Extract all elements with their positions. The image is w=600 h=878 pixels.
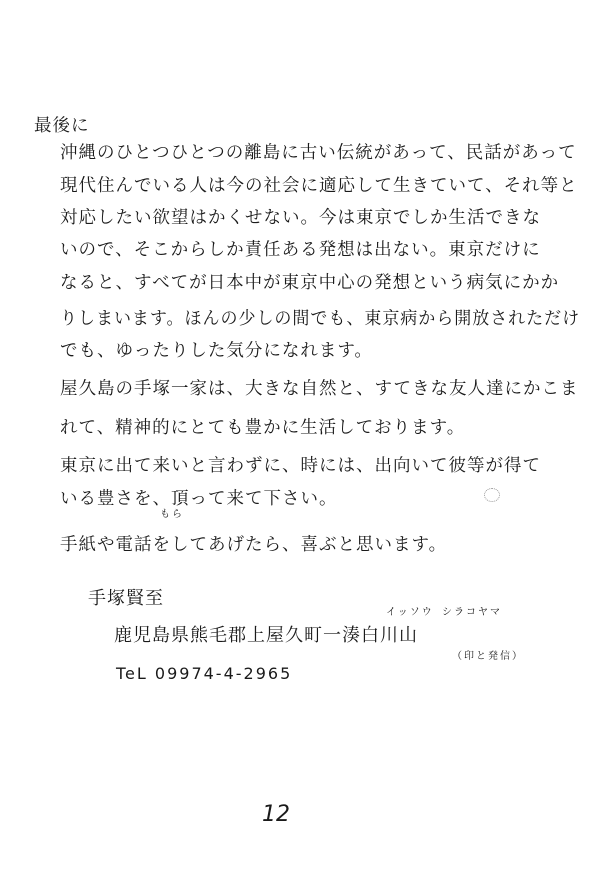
letter-line-9: 屋久島の手塚一家は、大きな自然と、すてきな友人達にかこま xyxy=(60,379,579,399)
furigana-morau: もら xyxy=(160,509,184,520)
letter-line-5: いので、そこからしか責任ある発想は出ない。東京だけに xyxy=(60,240,541,260)
page-number: 12 xyxy=(262,802,290,827)
sender-stamp-label: （印と発信） xyxy=(452,651,524,662)
letter-line-7: りしまいます。ほんの少しの間でも、東京病から開放されただけ xyxy=(60,309,581,329)
letter-line-8: でも、ゆったりした気分になれます。 xyxy=(60,341,373,361)
letter-line-3: 現代住んでいる人は今の社会に適応して生きていて、それ等と xyxy=(60,176,578,196)
sender-address: 鹿児島県熊毛郡上屋久町一湊白川山 xyxy=(114,625,418,646)
sender-tel: TeL 09974-4-2965 xyxy=(116,664,293,683)
furigana-issou: イッソウ xyxy=(386,607,434,618)
letter-line-12: いる豊さを、頂って来て下さい。 xyxy=(60,489,338,509)
letter-line-6: なると、すべてが日本中が東京中心の発想という病気にかか xyxy=(60,273,560,293)
sender-name: 手塚賢至 xyxy=(88,588,164,609)
letter-line-11: 東京に出て来いと言わずに、時には、出向いて彼等が得て xyxy=(60,456,541,476)
letter-line-1: 最後に xyxy=(34,116,90,136)
letter-line-4: 対応したい欲望はかくせない。今は東京でしか生活できな xyxy=(60,208,541,228)
letter-line-13: 手紙や電話をしてあげたら、喜ぶと思います。 xyxy=(60,535,448,555)
letter-line-10: れて、精神的にとても豊かに生活しております。 xyxy=(60,418,466,438)
letter-line-2: 沖縄のひとつひとつの離島に古い伝統があって、民話があって xyxy=(60,143,577,163)
furigana-shirakoyama: シラコヤマ xyxy=(442,607,502,618)
smudge-mark xyxy=(484,488,500,502)
